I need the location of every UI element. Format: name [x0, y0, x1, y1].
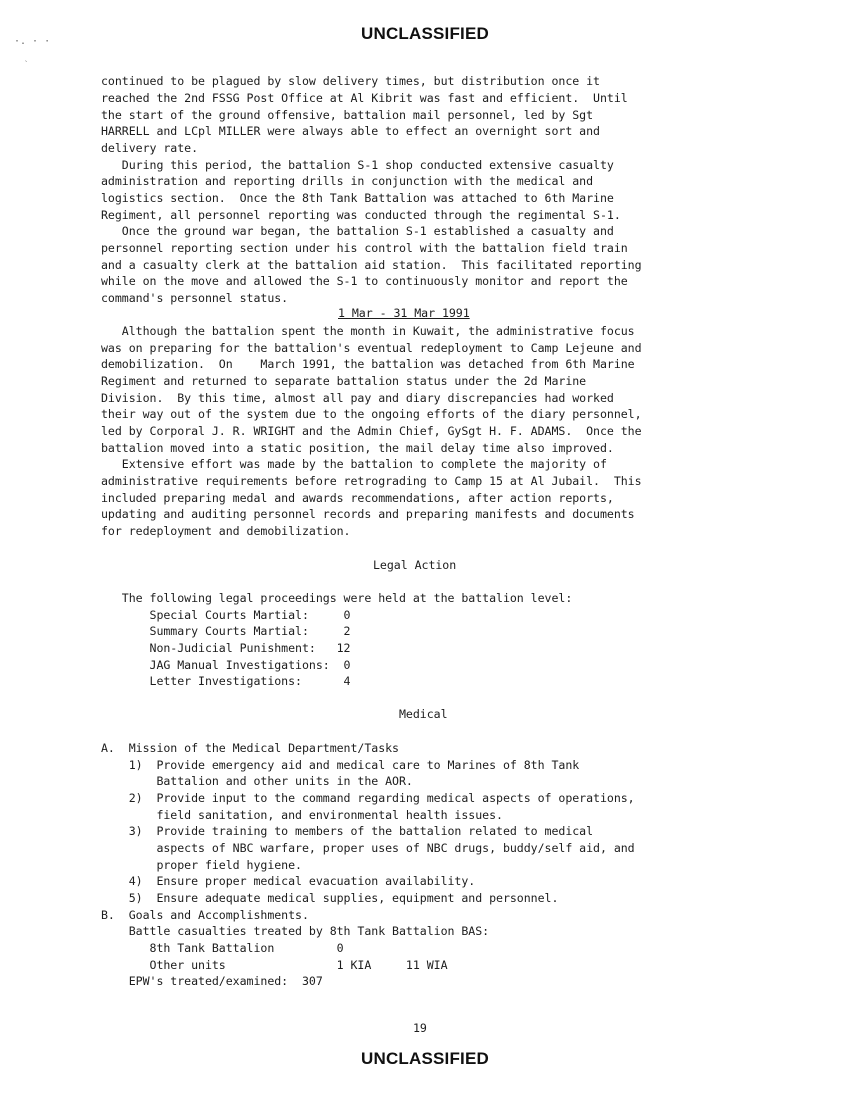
body-line: personnel reporting section under his control with the battalion field train	[101, 241, 628, 255]
body-line: led by Corporal J. R. WRIGHT and the Admin Chief, GySgt H. F. ADAMS. Once the	[101, 424, 642, 438]
medical-line: Other units 1 KIA 11 WIA	[101, 958, 448, 972]
medical-line: 1) Provide emergency aid and medical care to Marines of 8th Tank	[101, 758, 580, 772]
medical-line: field sanitation, and environmental health issues.	[101, 808, 503, 822]
section-heading-legal: Legal Action	[373, 558, 457, 572]
legal-item: Special Courts Martial: 0	[101, 608, 351, 622]
section-heading-medical: Medical	[399, 707, 448, 721]
body-line: administrative requirements before retrograding to Camp 15 at Al Jubail. This	[101, 474, 642, 488]
body-line: for redeployment and demobilization.	[101, 524, 351, 538]
medical-line: aspects of NBC warfare, proper uses of NBC drugs, buddy/self aid, and	[101, 841, 635, 855]
body-line: continued to be plagued by slow delivery times, but distribution once it	[101, 74, 600, 88]
body-line: administration and reporting drills in conjunction with the medical and	[101, 174, 594, 188]
scan-artifact: ·. · ·	[14, 36, 51, 47]
body-line: logistics section. Once the 8th Tank Battalion was attached to 6th Marine	[101, 191, 614, 205]
body-line: command's personnel status.	[101, 291, 289, 305]
medical-line: 4) Ensure proper medical evacuation availability.	[101, 874, 476, 888]
classification-banner-bottom: UNCLASSIFIED	[360, 1049, 490, 1068]
body-line: the start of the ground offensive, battalion mail personnel, led by Sgt	[101, 108, 594, 122]
legal-intro: The following legal proceedings were held at the battalion level:	[101, 591, 573, 605]
body-line: delivery rate.	[101, 141, 199, 155]
scan-artifact: `	[24, 60, 29, 69]
body-line: Although the battalion spent the month in Kuwait, the administrative focus	[101, 324, 635, 338]
medical-line: Battalion and other units in the AOR.	[101, 774, 413, 788]
body-line: Extensive effort was made by the battalion to complete the majority of	[101, 457, 607, 471]
classification-banner-top: UNCLASSIFIED	[360, 24, 490, 43]
body-line: battalion moved into a static position, the mail delay time also improved.	[101, 441, 614, 455]
medical-line: B. Goals and Accomplishments.	[101, 908, 309, 922]
body-line: while on the move and allowed the S-1 to continuously monitor and report the	[101, 274, 628, 288]
medical-line: 3) Provide training to members of the battalion related to medical	[101, 824, 594, 838]
page-number: 19	[413, 1021, 427, 1035]
legal-item: Letter Investigations: 4	[101, 674, 351, 688]
medical-line: 8th Tank Battalion 0	[101, 941, 344, 955]
medical-line: EPW's treated/examined: 307	[101, 974, 323, 988]
medical-line: 5) Ensure adequate medical supplies, equipment and personnel.	[101, 891, 559, 905]
medical-line: A. Mission of the Medical Department/Tasks	[101, 741, 399, 755]
medical-line: 2) Provide input to the command regarding medical aspects of operations,	[101, 791, 635, 805]
medical-line: proper field hygiene.	[101, 858, 302, 872]
legal-item: JAG Manual Investigations: 0	[101, 658, 351, 672]
body-line: reached the 2nd FSSG Post Office at Al Kibrit was fast and efficient. Until	[101, 91, 628, 105]
medical-line: Battle casualties treated by 8th Tank Battalion BAS:	[101, 924, 490, 938]
body-line: their way out of the system due to the ongoing efforts of the diary personnel,	[101, 407, 642, 421]
body-line: and a casualty clerk at the battalion aid station. This facilitated reporting	[101, 258, 642, 272]
legal-item: Non-Judicial Punishment: 12	[101, 641, 351, 655]
body-line: Regiment and returned to separate battalion status under the 2d Marine	[101, 374, 587, 388]
body-line: Once the ground war began, the battalion S-1 established a casualty and	[101, 224, 614, 238]
body-line: included preparing medal and awards recommendations, after action reports,	[101, 491, 614, 505]
body-line: was on preparing for the battalion's eventual redeployment to Camp Lejeune and	[101, 341, 642, 355]
body-line: demobilization. On March 1991, the battalion was detached from 6th Marine	[101, 357, 635, 371]
body-line: HARRELL and LCpl MILLER were always able to effect an overnight sort and	[101, 124, 600, 138]
body-line: Division. By this time, almost all pay and diary discrepancies had worked	[101, 391, 614, 405]
period-heading: 1 Mar - 31 Mar 1991	[338, 306, 470, 320]
legal-item: Summary Courts Martial: 2	[101, 624, 351, 638]
body-line: During this period, the battalion S-1 shop conducted extensive casualty	[101, 158, 614, 172]
body-line: Regiment, all personnel reporting was conducted through the regimental S-1.	[101, 208, 621, 222]
body-line: updating and auditing personnel records and preparing manifests and documents	[101, 507, 635, 521]
